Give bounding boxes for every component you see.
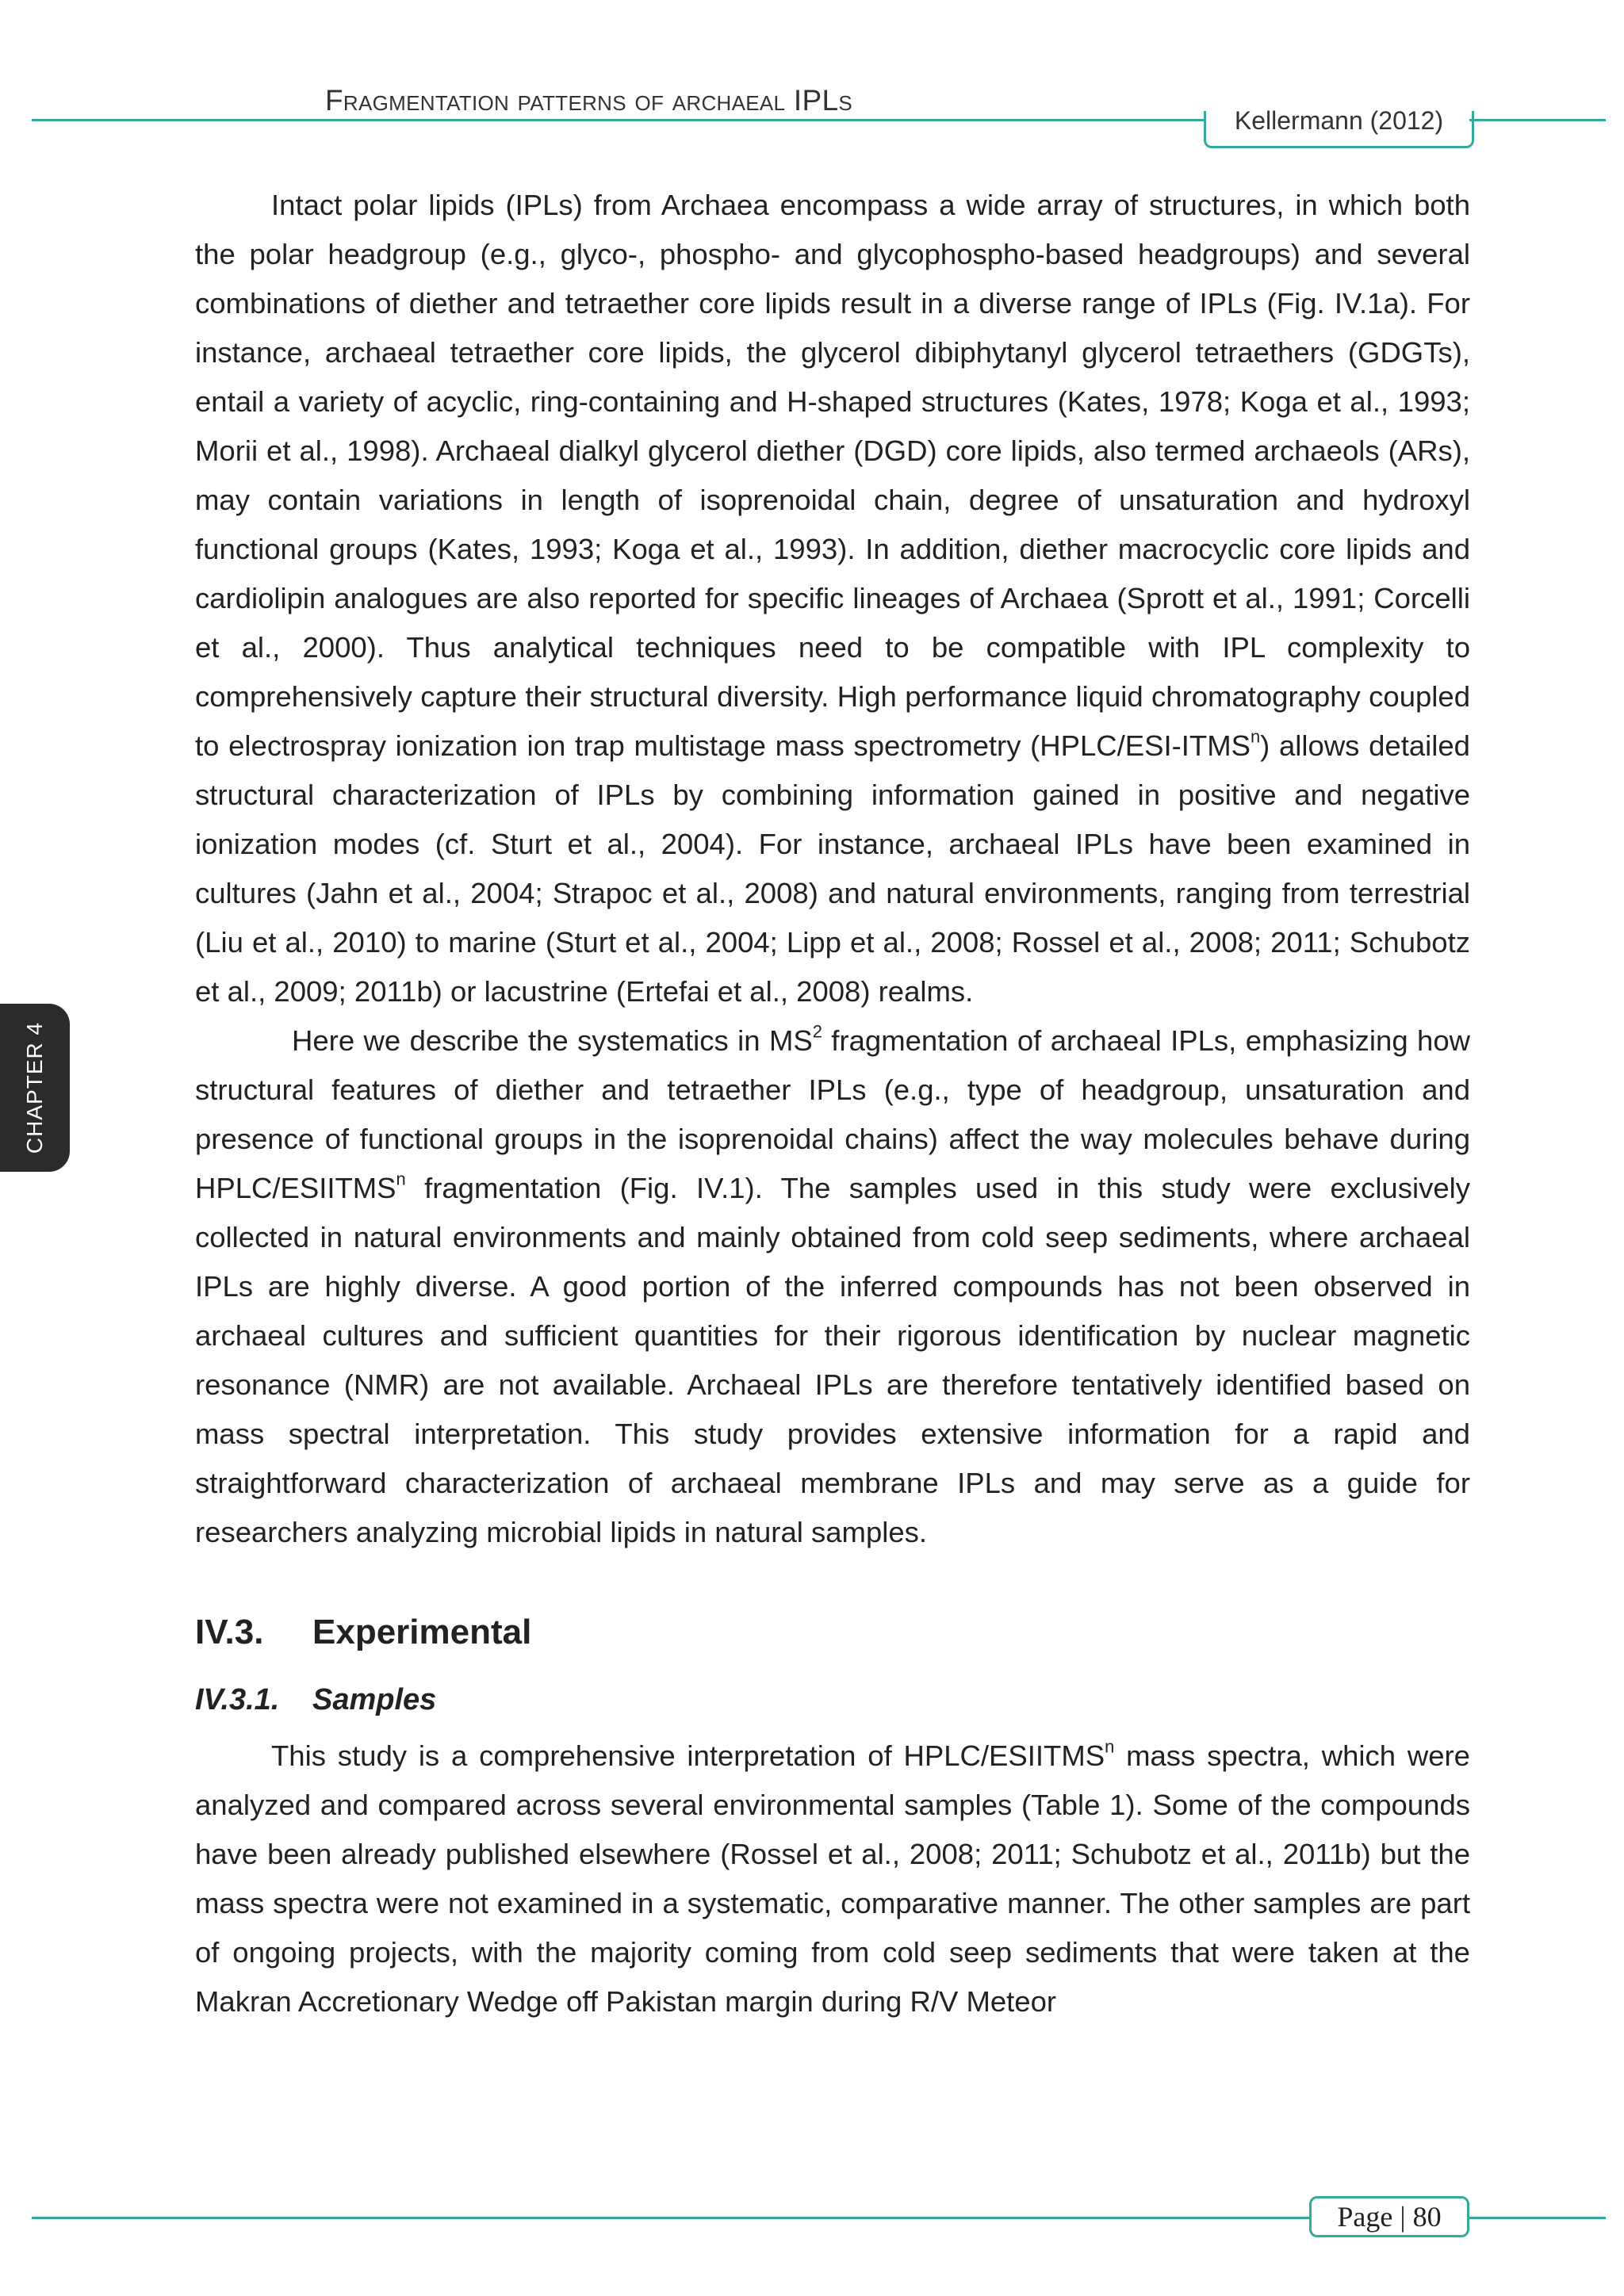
paragraph-aims <box>195 1016 1470 1557</box>
chapter-side-tab <box>0 1004 70 1172</box>
running-title-ipl: IPL <box>793 84 839 117</box>
superscript-2: 2 <box>812 1021 822 1042</box>
paragraph-samples-head: This study is a comprehensive interpretation of HPLC/ESIITMS <box>271 1739 1105 1772</box>
running-title-text: Fragmentation patterns of archaeal <box>325 84 794 117</box>
subsection-heading <box>195 1678 1470 1722</box>
header-rule-right <box>1469 119 1606 121</box>
paragraph-aims-tail: fragmentation (Fig. IV.1). The samples used in this study were exclusively collected in natural environments and mainly obtained from cold seep sediments, where archaeal IPLs are highly diverse. A good portion of the inferred compounds has not been observed in archaeal cultures and sufficient quantities for their rigorous identification by nuclear magnetic resonance (NMR) are not available. Archaeal IPLs are therefore tentatively identified based on mass spectral interpretation. This study provides extensive information for a rapid and straightforward characterization of archaeal membrane IPLs and may serve as a guide for researchers analyzing microbial lipids in natural samples. <box>195 1172 1470 1548</box>
paragraph-intro-tail: ) allows detailed structural characterization of IPLs by combining information gained in positive and negative ionization modes (cf. Sturt et al., 2004). For instance, archaeal IPLs have been examined in cultures (Jahn et al., 2004; Strapoc et al., 2008) and natural environments, ranging from terrestrial (Liu et al., 2010) to marine (Sturt et al., 2004; Lipp et al., 2008; Rossel et al., 2008; 2011; Schubotz et al., 2009; 2011b) or lacustrine (Ertefai et al., 2008) realms. <box>195 729 1470 1008</box>
paragraph-aims-mid: fragmentation of archaeal IPLs, emphasizing how structural features of diether and tetraether IPLs (e.g., type of headgroup, unsaturation and presence of functional groups in the isoprenoidal chains) affect the way molecules behave during HPLC/ESIITMS <box>195 1024 1471 1204</box>
paragraph-aims-head: Here we describe the systematics in MS <box>292 1024 813 1057</box>
chapter-label: CHAPTER 4 <box>22 1021 47 1154</box>
main-content <box>195 181 1470 2026</box>
running-author: Kellermann (2012) <box>1234 106 1444 135</box>
section-title: Experimental <box>312 1613 532 1651</box>
running-title <box>325 84 852 117</box>
section-heading <box>195 1608 1470 1657</box>
footer-rule-right <box>1469 2217 1606 2219</box>
paragraph-samples-tail: mass spectra, which were analyzed and compared across several environmental samples (Table 1). Some of the compounds have been already published elsewhere (Rossel et al., 2008; 2011; Schubotz et al., 2011b) but the mass spectra were not examined in a systematic, comparative manner. The other samples are part of ongoing projects, with the majority coming from cold seep sediments that were taken at the Makran Accretionary Wedge off Pakistan margin during R/V Meteor <box>195 1739 1470 2018</box>
paragraph-samples <box>195 1732 1470 2026</box>
superscript-n: n <box>1105 1736 1115 1757</box>
subsection-title: Samples <box>312 1683 437 1716</box>
running-title-suffix: s <box>838 84 852 117</box>
header-rule-left <box>32 119 1205 121</box>
paragraph-intro <box>195 181 1470 1016</box>
paragraph-intro-text: Intact polar lipids (IPLs) from Archaea encompass a wide array of structures, in which both the polar headgroup (e.g., glyco-, phospho- and glycophospho-based headgroups) and several combinations of diether and tetraether core lipids result in a diverse range of IPLs (Fig. IV.1a). For instance, archaeal tetraether core lipids, the glycerol dibiphytanyl glycerol tetraethers (GDGTs), entail a variety of acyclic, ring-containing and H-shaped structures (Kates, 1978; Koga et al., 1993; Morii et al., 1998). Archaeal dialkyl glycerol diether (DGD) core lipids, also termed archaeols (ARs), may contain variations in length of isoprenoidal chain, degree of unsaturation and hydroxyl functional groups (Kates, 1993; Koga et al., 1993). In addition, diether macrocyclic core lipids and cardiolipin analogues are also reported for specific lineages of Archaea (Sprott et al., 1991; Corcelli et al., 2000). Thus analytical techniques need to be compatible with IPL complexity to comprehensively capture their structural diversity. High performance liquid chromatography coupled to electrospray ionization ion trap multistage mass spectrometry (HPLC/ESI-ITMS <box>195 189 1470 762</box>
section-number: IV.3. <box>195 1613 264 1651</box>
superscript-n: n <box>396 1169 406 1189</box>
subsection-number: IV.3.1. <box>195 1683 280 1716</box>
page-number: Page | 80 <box>1337 2201 1442 2233</box>
footer-rule-left <box>32 2217 1310 2219</box>
superscript-n: n <box>1250 726 1261 747</box>
